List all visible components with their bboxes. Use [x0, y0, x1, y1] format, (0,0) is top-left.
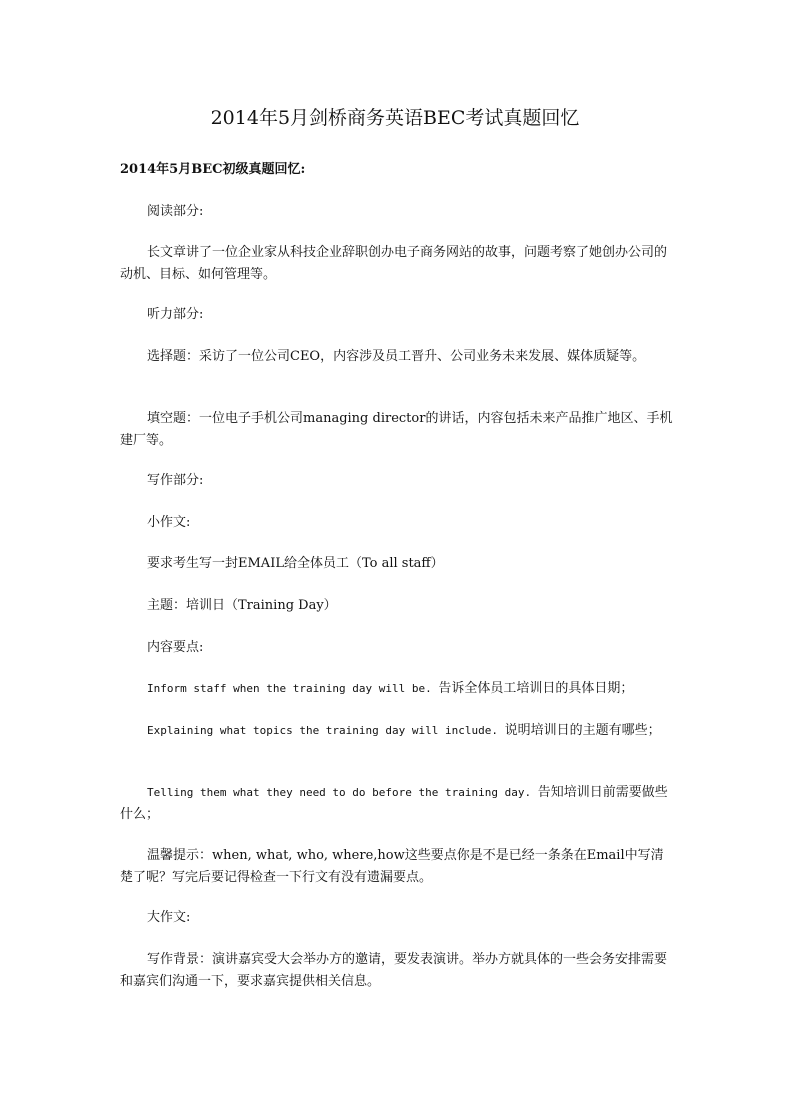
short-essay-task: 要求考生写一封EMAIL给全体员工（To all staff）: [147, 556, 444, 571]
tip-text: 温馨提示：when, what, who, where,how这些要点你是不是已经一条条在Email中写清楚了呢？写完后要记得检查一下行文有没有遗漏要点。: [120, 848, 664, 885]
section-subtitle: 2014年5月BEC初级真题回忆:: [120, 162, 306, 177]
listening-choice: 选择题：采访了一位公司CEO，内容涉及员工晋升、公司业务未来发展、媒体质疑等。: [147, 349, 646, 364]
listening-heading: 听力部分:: [147, 307, 204, 322]
short-essay-topic: 主题：培训日（Training Day）: [147, 598, 337, 613]
key-point-2-cn: 说明培训日的主题有哪些；: [504, 723, 661, 738]
key-point-3: [120, 782, 675, 826]
key-point-3-en: Telling them what they need to do before the training day.: [147, 786, 532, 799]
long-essay-background: 写作背景：演讲嘉宾受大会举办方的邀请，要发表演讲。举办方就具体的一些会务安排需要和嘉宾们沟通一下，要求嘉宾提供相关信息。: [120, 952, 668, 989]
reading-text: 长文章讲了一位企业家从科技企业辞职创办电子商务网站的故事，问题考察了她创办公司的动机、目标、如何管理等。: [120, 245, 668, 282]
document-title: 2014年5月剑桥商务英语BEC考试真题回忆: [210, 107, 580, 129]
writing-heading: 写作部分:: [147, 473, 204, 488]
key-point-1-en: Inform staff when the training day will be.: [147, 682, 432, 695]
listening-fill: 填空题：一位电子手机公司managing director的讲话，内容包括未来产品推广地区、手机建厂等。: [120, 411, 673, 448]
long-essay-heading: 大作文:: [147, 910, 191, 925]
key-points-heading: 内容要点:: [147, 640, 204, 655]
key-point-1: [120, 678, 675, 700]
key-point-2-en: Explaining what topics the training day will include.: [147, 724, 498, 737]
key-point-1-cn: 告诉全体员工培训日的具体日期；: [438, 681, 634, 696]
short-essay-heading: 小作文:: [147, 515, 191, 530]
key-point-2: [120, 720, 675, 742]
key-point-3-cn: 告知培训日前需要做些什么；: [120, 785, 668, 822]
reading-heading: 阅读部分:: [147, 204, 204, 219]
